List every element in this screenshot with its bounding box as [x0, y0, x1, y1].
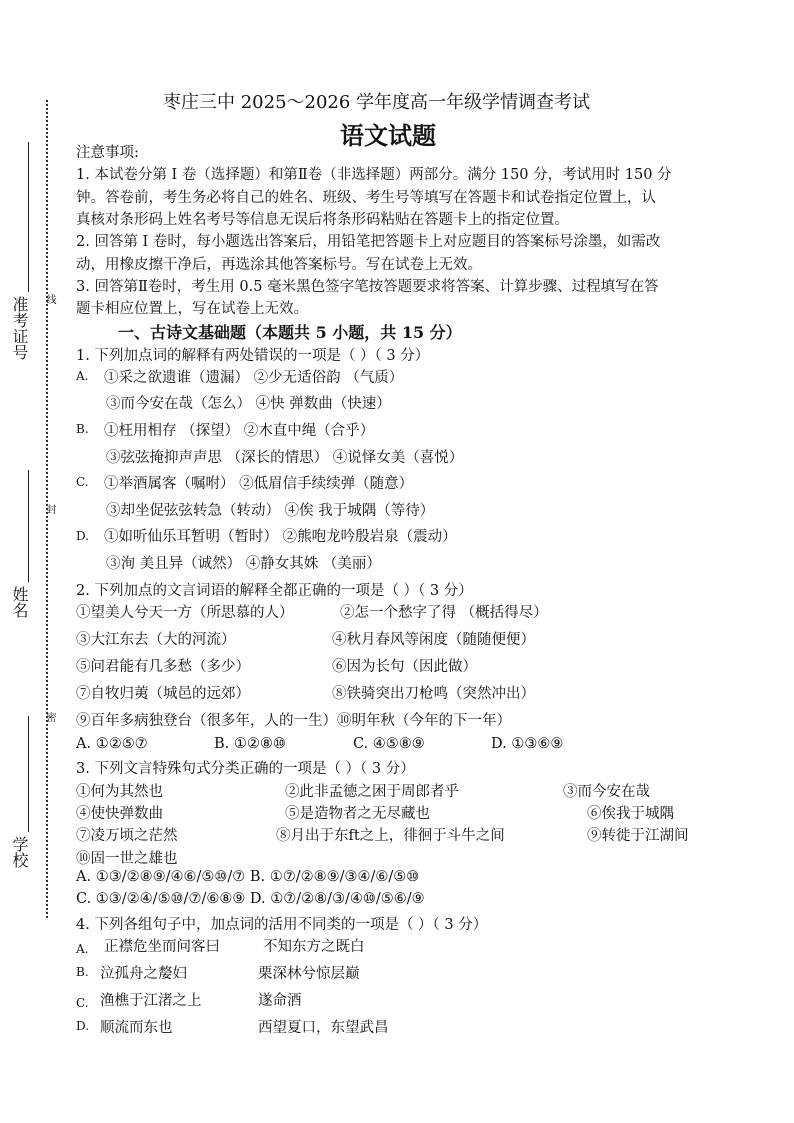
q2-item-1: ①望美人兮天一方（所思慕的人） [76, 605, 294, 621]
notes-heading: 注意事项: [76, 145, 139, 161]
q4-option-d-left: 顺流而东也 [100, 1020, 173, 1036]
q3-options-a-b: A. ①③/②⑧⑨/④⑥/⑤⑩/⑦ B. ①⑦/②⑧⑨/③④/⑥/⑤⑩ [76, 869, 420, 885]
q2-item-7: ⑦自牧归荑（城邑的远郊） [76, 686, 250, 702]
q2-item-4: ④秋月春风等闲度（随随便便） [332, 632, 535, 648]
note-2-line-2: 动，用橡皮擦干净后，再选涂其他答案标号。写在试卷上无效。 [76, 257, 482, 273]
q4-option-d-right: 西望夏口，东望武昌 [258, 1020, 389, 1036]
q1-option-a-line-2: ③而今安在哉（怎么） ④快 弹数曲（快速） [106, 396, 391, 412]
q1-option-b-line-1: ①枉用相存 （探望） ②木直中绳（合乎） [104, 423, 375, 439]
section-1-heading: 一、古诗文基础题（本题共 5 小题，共 15 分） [118, 323, 462, 342]
q2-option-c: C. ④⑤⑧⑨ [353, 736, 425, 752]
q3-item-8: ⑧月出于东ft之上，徘徊于斗牛之间 [276, 828, 505, 844]
q4-option-a-right: 不知东方之既白 [263, 939, 365, 955]
q2-item-6: ⑥因为长句（因此做） [332, 659, 477, 675]
q1-option-b-line-2: ③弦弦掩抑声声思 （深长的情思） ④说怿女美（喜悦） [106, 450, 464, 466]
line-mark: 线 [44, 294, 55, 304]
q1-option-d-label: D. [76, 529, 90, 543]
q1-option-d-line-2: ③洵 美且异（诚然） ④静女其姝 （美丽） [106, 556, 381, 572]
q1-option-c-line-1: ①举酒属客（嘱咐） ②低眉信手续续弹（随意） [104, 476, 414, 492]
q3-item-6: ⑥俟我于城隅 [587, 806, 674, 822]
note-1-line-3: 真核对条形码上姓名考号等信息无误后将条形码粘贴在答题卡上的指定位置。 [76, 212, 569, 228]
q1-option-a-label: A. [76, 369, 89, 383]
q4-option-b-right: 栗深林兮惊层巅 [258, 966, 360, 982]
question-2-stem: 2. 下列加点的文言词语的解释全都正确的一项是（ ）（ 3 分） [76, 583, 473, 599]
name-rule [28, 470, 29, 582]
q3-item-5: ⑤是造物者之无尽藏也 [285, 806, 430, 822]
note-3-line-1: 3. 回答第Ⅱ卷时，考生用 0.5 毫米黑色签字笔按答题要求将答案、计算步骤、过程填写在答 [76, 279, 659, 295]
q2-item-8: ⑧铁骑突出刀枪鸣（突然冲出） [332, 686, 535, 702]
q1-option-c-line-2: ③却坐促弦弦转急（转动） ④俟 我于城隅（等待） [106, 503, 435, 519]
subject-title: 语文试题 [340, 121, 436, 150]
q3-item-7: ⑦凌万顷之茫然 [76, 828, 178, 844]
note-1-line-1: 1. 本试卷分第 I 卷（选择题）和第Ⅱ卷（非选择题）两部分。满分 150 分，考试用时 150 分 [76, 167, 672, 183]
q4-option-b-label: B. [76, 965, 89, 979]
q4-option-a-label: A. [76, 942, 89, 956]
admission-number-rule [28, 142, 29, 292]
question-4-stem: 4. 下列各组句子中，加点词的活用不同类的一项是（ ）（ 3 分） [76, 917, 488, 933]
q4-option-c-right: 遂命酒 [258, 993, 302, 1009]
q1-option-a-line-1: ①采之欲遗谁（遗漏） ②少无适俗韵 （气质） [104, 370, 404, 386]
q2-item-9-10: ⑨百年多病独登台（很多年，人的一生）⑩明年秋（今年的下一年） [76, 713, 511, 729]
q4-option-a-left: 正襟危坐而问客曰 [104, 939, 220, 955]
question-3-stem: 3. 下列文言特殊句式分类正确的一项是（ ）（ 3 分） [76, 761, 415, 777]
q3-item-1: ①何为其然也 [76, 784, 163, 800]
q3-item-9: ⑨转徙于江湖间 [587, 828, 689, 844]
admission-number-label: 准考证号 [10, 296, 29, 360]
q3-item-4: ④使快弹数曲 [76, 806, 163, 822]
q3-options-c-d: C. ①③/②④/⑤⑩/⑦/⑥⑧⑨ D. ①⑦/②⑧/③/④⑩/⑤⑥/⑨ [76, 891, 425, 907]
seal-mark: 封 [44, 504, 55, 514]
school-rule [28, 716, 29, 832]
q2-item-5: ⑤问君能有几多愁（多少） [76, 659, 250, 675]
q2-item-3: ③大江东去（大的河流） [76, 632, 236, 648]
q2-option-b: B. ①②⑧⑩ [214, 736, 286, 752]
question-1-stem: 1. 下列加点词的解释有两处错误的一项是（ ）（ 3 分） [76, 348, 430, 364]
q4-option-c-label: C. [76, 996, 89, 1010]
q2-option-d: D. ①③⑥⑨ [491, 736, 564, 752]
q1-option-b-label: B. [76, 422, 89, 436]
q3-item-10: ⑩固一世之雄也 [76, 851, 178, 867]
q4-option-d-label: D. [76, 1019, 90, 1033]
secret-mark: 密 [44, 712, 55, 722]
q1-option-c-label: C. [76, 475, 89, 489]
name-label: 姓名 [10, 586, 29, 618]
q2-option-a: A. ①②⑤⑦ [76, 736, 148, 752]
note-1-line-2: 钟。答卷前，考生务必将自己的姓名、班级、考生号等填写在答题卡和试卷指定位置上，认 [76, 190, 656, 206]
q4-option-b-left: 泣孤舟之嫠妇 [100, 966, 187, 982]
exam-title: 枣庄三中 2025～2026 学年度高一年级学情调查考试 [163, 92, 591, 113]
q2-item-2: ②怎一个愁字了得 （概括得尽） [340, 605, 548, 621]
school-label: 学校 [10, 836, 29, 868]
q1-option-d-line-1: ①如听仙乐耳暂明（暂时） ②熊咆龙吟殷岩泉（震动） [104, 529, 457, 545]
note-2-line-1: 2. 回答第 I 卷时，每小题选出答案后，用铅笔把答题卡上对应题目的答案标号涂墨，如需改 [76, 234, 661, 250]
q3-item-2: ②此非孟德之困于周郎者乎 [285, 784, 459, 800]
q3-item-3: ③而今安在哉 [563, 784, 650, 800]
q4-option-c-left: 渔樵于江渚之上 [100, 993, 202, 1009]
note-3-line-2: 题卡相应位置上，写在试卷上无效。 [76, 301, 308, 317]
